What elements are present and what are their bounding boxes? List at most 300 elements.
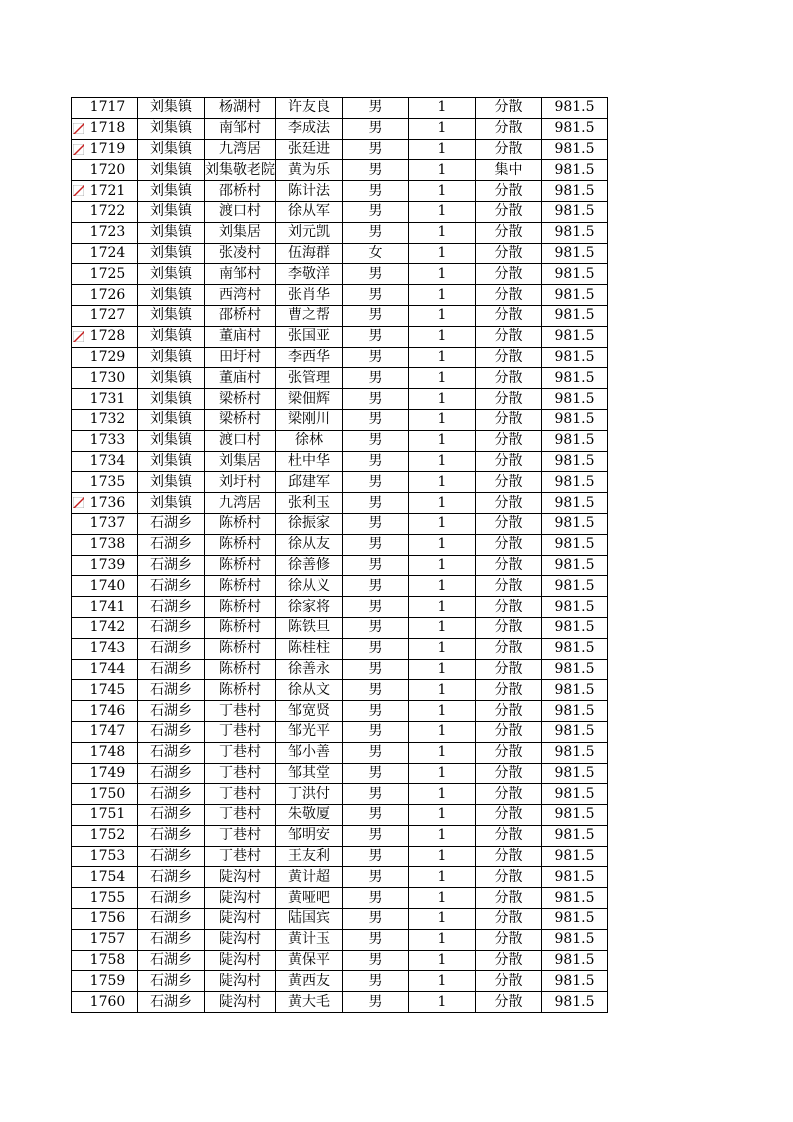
amount-cell-text: 981.5 bbox=[554, 536, 595, 553]
name-cell bbox=[276, 264, 343, 285]
support-mode-cell bbox=[476, 201, 542, 222]
count-cell bbox=[409, 430, 476, 451]
village-cell-text: 刘集敬老院 bbox=[205, 161, 275, 178]
support-mode-cell-text: 集中 bbox=[494, 161, 523, 178]
count-cell bbox=[409, 950, 476, 971]
support-mode-cell bbox=[476, 181, 542, 202]
index-cell bbox=[72, 409, 138, 430]
index-cell bbox=[72, 264, 138, 285]
support-mode-cell-text: 分散 bbox=[494, 120, 523, 137]
amount-cell bbox=[542, 742, 608, 763]
name-cell-text: 陈桂柱 bbox=[288, 640, 330, 657]
town-cell bbox=[138, 409, 205, 430]
town-cell-text: 石湖乡 bbox=[150, 952, 192, 969]
amount-cell-text: 981.5 bbox=[554, 785, 595, 802]
town-cell-text: 石湖乡 bbox=[150, 681, 192, 698]
town-cell-text: 石湖乡 bbox=[150, 910, 192, 927]
name-cell-text: 杜中华 bbox=[288, 452, 330, 469]
index-cell bbox=[72, 493, 138, 514]
support-mode-cell bbox=[476, 222, 542, 243]
index-cell-text: 1742 bbox=[89, 619, 126, 636]
gender-cell bbox=[343, 493, 409, 514]
amount-cell-text: 981.5 bbox=[554, 993, 595, 1010]
amount-cell-text: 981.5 bbox=[554, 99, 595, 116]
index-cell bbox=[72, 929, 138, 950]
village-cell-text: 陈桥村 bbox=[219, 660, 261, 677]
comment-indicator-icon[interactable] bbox=[73, 331, 84, 342]
count-cell-text: 1 bbox=[437, 577, 447, 594]
village-cell bbox=[205, 118, 276, 139]
count-cell-text: 1 bbox=[437, 598, 447, 615]
town-cell-text: 石湖乡 bbox=[150, 598, 192, 615]
support-mode-cell-text: 分散 bbox=[494, 494, 523, 511]
index-cell-text: 1737 bbox=[89, 515, 126, 532]
index-cell-text: 1759 bbox=[89, 972, 126, 989]
comment-indicator-icon[interactable] bbox=[73, 185, 84, 196]
amount-cell-text: 981.5 bbox=[554, 161, 595, 178]
name-cell-text: 刘元凯 bbox=[288, 224, 330, 241]
count-cell bbox=[409, 139, 476, 160]
support-mode-cell bbox=[476, 368, 542, 389]
index-cell bbox=[72, 181, 138, 202]
name-cell bbox=[276, 285, 343, 306]
village-cell bbox=[205, 347, 276, 368]
name-cell-text: 邹宽贤 bbox=[288, 702, 330, 719]
village-cell bbox=[205, 472, 276, 493]
index-cell bbox=[72, 950, 138, 971]
count-cell-text: 1 bbox=[437, 494, 447, 511]
table-row bbox=[72, 264, 608, 285]
town-cell-text: 刘集镇 bbox=[150, 182, 192, 199]
village-cell bbox=[205, 680, 276, 701]
support-mode-cell-text: 分散 bbox=[494, 972, 523, 989]
index-cell-text: 1745 bbox=[89, 681, 126, 698]
table-row bbox=[72, 555, 608, 576]
index-cell-text: 1728 bbox=[89, 328, 126, 345]
gender-cell bbox=[343, 513, 409, 534]
count-cell bbox=[409, 576, 476, 597]
town-cell-text: 刘集镇 bbox=[150, 120, 192, 137]
town-cell bbox=[138, 472, 205, 493]
village-cell bbox=[205, 243, 276, 264]
support-mode-cell-text: 分散 bbox=[494, 702, 523, 719]
amount-cell-text: 981.5 bbox=[554, 889, 595, 906]
count-cell-text: 1 bbox=[437, 931, 447, 948]
count-cell bbox=[409, 763, 476, 784]
gender-cell-text: 男 bbox=[368, 660, 383, 677]
town-cell-text: 刘集镇 bbox=[150, 411, 192, 428]
gender-cell-text: 男 bbox=[368, 390, 383, 407]
name-cell bbox=[276, 534, 343, 555]
village-cell bbox=[205, 763, 276, 784]
village-cell bbox=[205, 742, 276, 763]
support-mode-cell-text: 分散 bbox=[494, 182, 523, 199]
name-cell-text: 徐家将 bbox=[288, 598, 330, 615]
gender-cell bbox=[343, 888, 409, 909]
amount-cell-text: 981.5 bbox=[554, 910, 595, 927]
name-cell bbox=[276, 451, 343, 472]
count-cell-text: 1 bbox=[437, 286, 447, 303]
amount-cell-text: 981.5 bbox=[554, 369, 595, 386]
gender-cell-text: 男 bbox=[368, 286, 383, 303]
support-mode-cell-text: 分散 bbox=[494, 432, 523, 449]
gender-cell-text: 男 bbox=[368, 411, 383, 428]
name-cell bbox=[276, 243, 343, 264]
amount-cell bbox=[542, 285, 608, 306]
support-mode-cell-text: 分散 bbox=[494, 244, 523, 261]
count-cell bbox=[409, 742, 476, 763]
town-cell bbox=[138, 451, 205, 472]
village-cell bbox=[205, 950, 276, 971]
amount-cell bbox=[542, 222, 608, 243]
table-row bbox=[72, 846, 608, 867]
gender-cell bbox=[343, 118, 409, 139]
index-cell-text: 1717 bbox=[89, 99, 126, 116]
index-cell bbox=[72, 971, 138, 992]
gender-cell bbox=[343, 181, 409, 202]
support-mode-cell bbox=[476, 534, 542, 555]
name-cell-text: 黄西友 bbox=[288, 972, 330, 989]
index-cell bbox=[72, 285, 138, 306]
support-mode-cell bbox=[476, 701, 542, 722]
count-cell bbox=[409, 243, 476, 264]
name-cell bbox=[276, 950, 343, 971]
amount-cell-text: 981.5 bbox=[554, 182, 595, 199]
town-cell bbox=[138, 992, 205, 1013]
support-mode-cell-text: 分散 bbox=[494, 785, 523, 802]
name-cell bbox=[276, 347, 343, 368]
count-cell-text: 1 bbox=[437, 99, 447, 116]
count-cell bbox=[409, 222, 476, 243]
support-mode-cell bbox=[476, 264, 542, 285]
support-mode-cell-text: 分散 bbox=[494, 827, 523, 844]
gender-cell-text: 男 bbox=[368, 140, 383, 157]
village-cell bbox=[205, 389, 276, 410]
name-cell bbox=[276, 597, 343, 618]
support-mode-cell-text: 分散 bbox=[494, 369, 523, 386]
table-row bbox=[72, 763, 608, 784]
amount-cell-text: 981.5 bbox=[554, 307, 595, 324]
town-cell bbox=[138, 513, 205, 534]
index-cell bbox=[72, 534, 138, 555]
support-mode-cell bbox=[476, 597, 542, 618]
index-cell-text: 1719 bbox=[89, 140, 126, 157]
village-cell-text: 陈桥村 bbox=[219, 640, 261, 657]
name-cell-text: 邹明安 bbox=[288, 827, 330, 844]
name-cell bbox=[276, 763, 343, 784]
name-cell bbox=[276, 118, 343, 139]
gender-cell-text: 男 bbox=[368, 889, 383, 906]
table-row bbox=[72, 243, 608, 264]
count-cell bbox=[409, 659, 476, 680]
gender-cell bbox=[343, 326, 409, 347]
index-cell bbox=[72, 825, 138, 846]
support-mode-cell-text: 分散 bbox=[494, 660, 523, 677]
index-cell-text: 1722 bbox=[89, 203, 126, 220]
town-cell-text: 石湖乡 bbox=[150, 889, 192, 906]
count-cell-text: 1 bbox=[437, 702, 447, 719]
count-cell-text: 1 bbox=[437, 744, 447, 761]
name-cell bbox=[276, 201, 343, 222]
name-cell bbox=[276, 409, 343, 430]
index-cell bbox=[72, 139, 138, 160]
support-mode-cell bbox=[476, 846, 542, 867]
amount-cell-text: 981.5 bbox=[554, 764, 595, 781]
name-cell-text: 陈计法 bbox=[288, 182, 330, 199]
support-mode-cell bbox=[476, 909, 542, 930]
index-cell-text: 1739 bbox=[89, 556, 126, 573]
village-cell bbox=[205, 784, 276, 805]
town-cell-text: 刘集镇 bbox=[150, 265, 192, 282]
village-cell bbox=[205, 222, 276, 243]
name-cell-text: 黄计玉 bbox=[288, 931, 330, 948]
gender-cell-text: 男 bbox=[368, 806, 383, 823]
town-cell bbox=[138, 181, 205, 202]
table-row bbox=[72, 805, 608, 826]
support-mode-cell bbox=[476, 409, 542, 430]
town-cell bbox=[138, 825, 205, 846]
index-cell bbox=[72, 867, 138, 888]
town-cell bbox=[138, 617, 205, 638]
name-cell-text: 黄计超 bbox=[288, 868, 330, 885]
gender-cell bbox=[343, 825, 409, 846]
index-cell bbox=[72, 368, 138, 389]
village-cell-text: 杨湖村 bbox=[219, 99, 261, 116]
town-cell bbox=[138, 285, 205, 306]
gender-cell bbox=[343, 430, 409, 451]
index-cell bbox=[72, 389, 138, 410]
town-cell bbox=[138, 493, 205, 514]
gender-cell bbox=[343, 659, 409, 680]
index-cell-text: 1720 bbox=[89, 161, 126, 178]
town-cell bbox=[138, 305, 205, 326]
amount-cell bbox=[542, 160, 608, 181]
name-cell-text: 梁佃辉 bbox=[288, 390, 330, 407]
index-cell bbox=[72, 576, 138, 597]
gender-cell-text: 男 bbox=[368, 348, 383, 365]
name-cell bbox=[276, 846, 343, 867]
town-cell-text: 刘集镇 bbox=[150, 161, 192, 178]
gender-cell bbox=[343, 222, 409, 243]
count-cell bbox=[409, 305, 476, 326]
village-cell bbox=[205, 285, 276, 306]
gender-cell bbox=[343, 680, 409, 701]
town-cell-text: 石湖乡 bbox=[150, 806, 192, 823]
count-cell bbox=[409, 513, 476, 534]
count-cell bbox=[409, 721, 476, 742]
index-cell bbox=[72, 326, 138, 347]
name-cell bbox=[276, 888, 343, 909]
support-mode-cell bbox=[476, 326, 542, 347]
count-cell bbox=[409, 347, 476, 368]
gender-cell bbox=[343, 638, 409, 659]
town-cell-text: 石湖乡 bbox=[150, 640, 192, 657]
amount-cell-text: 981.5 bbox=[554, 952, 595, 969]
comment-indicator-icon[interactable] bbox=[73, 497, 84, 508]
gender-cell-text: 男 bbox=[368, 868, 383, 885]
village-cell bbox=[205, 617, 276, 638]
comment-indicator-icon[interactable] bbox=[73, 123, 84, 134]
village-cell-text: 西湾村 bbox=[219, 286, 261, 303]
gender-cell-text: 男 bbox=[368, 952, 383, 969]
count-cell-text: 1 bbox=[437, 640, 447, 657]
gender-cell-text: 男 bbox=[368, 681, 383, 698]
index-cell-text: 1732 bbox=[89, 411, 126, 428]
index-cell-text: 1741 bbox=[89, 598, 126, 615]
name-cell bbox=[276, 139, 343, 160]
gender-cell-text: 男 bbox=[368, 785, 383, 802]
count-cell-text: 1 bbox=[437, 785, 447, 802]
count-cell bbox=[409, 638, 476, 659]
support-mode-cell-text: 分散 bbox=[494, 619, 523, 636]
village-cell-text: 陡沟村 bbox=[219, 993, 261, 1010]
index-cell-text: 1751 bbox=[89, 806, 126, 823]
support-mode-cell-text: 分散 bbox=[494, 910, 523, 927]
table-row bbox=[72, 430, 608, 451]
name-cell bbox=[276, 805, 343, 826]
support-mode-cell-text: 分散 bbox=[494, 993, 523, 1010]
name-cell-text: 李西华 bbox=[288, 348, 330, 365]
name-cell bbox=[276, 305, 343, 326]
name-cell bbox=[276, 222, 343, 243]
count-cell bbox=[409, 909, 476, 930]
name-cell-text: 张肖华 bbox=[288, 286, 330, 303]
village-cell bbox=[205, 888, 276, 909]
amount-cell bbox=[542, 992, 608, 1013]
support-mode-cell bbox=[476, 638, 542, 659]
village-cell bbox=[205, 451, 276, 472]
village-cell bbox=[205, 597, 276, 618]
amount-cell bbox=[542, 243, 608, 264]
name-cell-text: 梁刚川 bbox=[288, 411, 330, 428]
table-row bbox=[72, 513, 608, 534]
gender-cell bbox=[343, 597, 409, 618]
village-cell bbox=[205, 909, 276, 930]
index-cell bbox=[72, 701, 138, 722]
town-cell bbox=[138, 721, 205, 742]
town-cell bbox=[138, 264, 205, 285]
index-cell-text: 1718 bbox=[89, 120, 126, 137]
village-cell bbox=[205, 721, 276, 742]
amount-cell bbox=[542, 305, 608, 326]
amount-cell bbox=[542, 825, 608, 846]
count-cell-text: 1 bbox=[437, 993, 447, 1010]
index-cell-text: 1756 bbox=[89, 910, 126, 927]
support-mode-cell-text: 分散 bbox=[494, 764, 523, 781]
support-mode-cell bbox=[476, 160, 542, 181]
town-cell bbox=[138, 368, 205, 389]
table-row bbox=[72, 597, 608, 618]
name-cell-text: 曹之帮 bbox=[288, 307, 330, 324]
village-cell-text: 丁巷村 bbox=[219, 806, 261, 823]
village-cell-text: 南邹村 bbox=[219, 120, 261, 137]
village-cell-text: 丁巷村 bbox=[219, 827, 261, 844]
gender-cell bbox=[343, 160, 409, 181]
name-cell bbox=[276, 555, 343, 576]
support-mode-cell bbox=[476, 98, 542, 119]
village-cell-text: 陡沟村 bbox=[219, 889, 261, 906]
gender-cell bbox=[343, 389, 409, 410]
village-cell-text: 邵桥村 bbox=[219, 307, 261, 324]
village-cell-text: 陡沟村 bbox=[219, 972, 261, 989]
gender-cell bbox=[343, 451, 409, 472]
support-mode-cell-text: 分散 bbox=[494, 452, 523, 469]
village-cell-text: 陈桥村 bbox=[219, 577, 261, 594]
name-cell-text: 张管理 bbox=[288, 369, 330, 386]
name-cell bbox=[276, 867, 343, 888]
town-cell-text: 石湖乡 bbox=[150, 764, 192, 781]
town-cell bbox=[138, 139, 205, 160]
amount-cell bbox=[542, 472, 608, 493]
index-cell-text: 1724 bbox=[89, 244, 126, 261]
town-cell-text: 刘集镇 bbox=[150, 286, 192, 303]
gender-cell-text: 男 bbox=[368, 515, 383, 532]
count-cell-text: 1 bbox=[437, 952, 447, 969]
village-cell-text: 刘集居 bbox=[219, 224, 261, 241]
town-cell bbox=[138, 576, 205, 597]
town-cell bbox=[138, 888, 205, 909]
town-cell-text: 刘集镇 bbox=[150, 307, 192, 324]
support-mode-cell bbox=[476, 513, 542, 534]
support-mode-cell bbox=[476, 430, 542, 451]
support-mode-cell bbox=[476, 493, 542, 514]
town-cell-text: 石湖乡 bbox=[150, 556, 192, 573]
support-mode-cell bbox=[476, 825, 542, 846]
name-cell bbox=[276, 430, 343, 451]
name-cell-text: 徐善永 bbox=[288, 660, 330, 677]
amount-cell bbox=[542, 368, 608, 389]
index-cell-text: 1740 bbox=[89, 577, 126, 594]
table-row bbox=[72, 139, 608, 160]
index-cell bbox=[72, 98, 138, 119]
name-cell bbox=[276, 472, 343, 493]
amount-cell-text: 981.5 bbox=[554, 848, 595, 865]
village-cell-text: 陈桥村 bbox=[219, 598, 261, 615]
support-mode-cell-text: 分散 bbox=[494, 848, 523, 865]
table-row bbox=[72, 659, 608, 680]
amount-cell-text: 981.5 bbox=[554, 702, 595, 719]
name-cell-text: 徐从义 bbox=[288, 577, 330, 594]
table-row bbox=[72, 118, 608, 139]
village-cell-text: 张凌村 bbox=[219, 244, 261, 261]
count-cell bbox=[409, 368, 476, 389]
index-cell bbox=[72, 472, 138, 493]
name-cell-text: 许友良 bbox=[288, 99, 330, 116]
village-cell-text: 梁桥村 bbox=[219, 390, 261, 407]
amount-cell bbox=[542, 326, 608, 347]
support-mode-cell-text: 分散 bbox=[494, 577, 523, 594]
index-cell-text: 1750 bbox=[89, 785, 126, 802]
index-cell bbox=[72, 638, 138, 659]
name-cell bbox=[276, 638, 343, 659]
town-cell-text: 刘集镇 bbox=[150, 452, 192, 469]
comment-indicator-icon[interactable] bbox=[73, 144, 84, 155]
table-row bbox=[72, 368, 608, 389]
support-mode-cell-text: 分散 bbox=[494, 681, 523, 698]
town-cell bbox=[138, 430, 205, 451]
gender-cell bbox=[343, 201, 409, 222]
amount-cell-text: 981.5 bbox=[554, 619, 595, 636]
gender-cell-text: 男 bbox=[368, 369, 383, 386]
index-cell bbox=[72, 888, 138, 909]
amount-cell-text: 981.5 bbox=[554, 556, 595, 573]
table-row bbox=[72, 576, 608, 597]
gender-cell-text: 男 bbox=[368, 764, 383, 781]
index-cell bbox=[72, 742, 138, 763]
name-cell bbox=[276, 929, 343, 950]
town-cell bbox=[138, 98, 205, 119]
support-mode-cell-text: 分散 bbox=[494, 931, 523, 948]
